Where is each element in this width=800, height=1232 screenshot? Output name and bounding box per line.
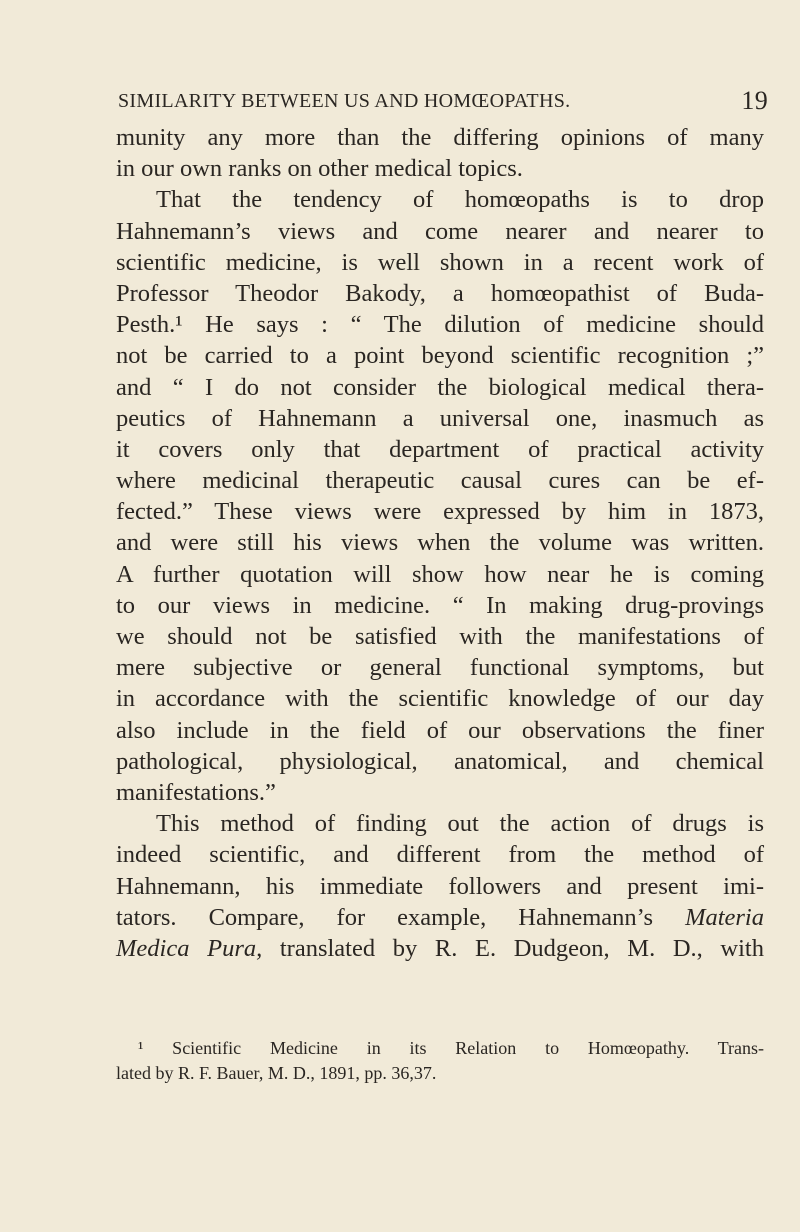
text-line	[116, 372, 764, 403]
text-line	[116, 153, 764, 184]
footnotes	[116, 1036, 764, 1086]
text-line	[116, 184, 764, 215]
text-segment: to our views in medicine. “ In making drug-provings	[116, 591, 764, 619]
text-segment: not be carried to a point beyond scientific recognition ;”	[116, 342, 764, 370]
text-segment: also include in the field of our observations the finer	[116, 716, 764, 744]
text-segment: and “ I do not consider the biological medical thera-	[116, 373, 764, 401]
text-line	[116, 465, 764, 496]
text-segment: munity any more than the differing opinions of many	[116, 124, 764, 151]
text-segment: in our own ranks on other medical topics.	[116, 155, 523, 183]
text-segment: Professor Theodor Bakody, a homœopathist of Buda-	[116, 279, 764, 307]
footnote-line: ¹ Scientific Medicine in its Relation to Homœopathy. Trans-	[138, 1038, 764, 1058]
text-line	[116, 621, 764, 652]
text-segment: peutics of Hahnemann a universal one, inasmuch as	[116, 404, 764, 432]
text-segment: mere subjective or general functional symptoms, but	[116, 654, 764, 682]
text-line	[116, 746, 764, 777]
text-segment: scientific medicine, is well shown in a recent work of	[116, 248, 764, 276]
text-segment: This method of finding out the action of drugs is	[156, 810, 764, 838]
text-segment: indeed scientific, and different from the method of	[116, 841, 764, 869]
text-segment: Hahnemann’s views and come nearer and nearer to	[116, 217, 764, 245]
text-line	[116, 777, 764, 808]
text-segment: where medicinal therapeutic causal cures can be ef-	[116, 467, 764, 495]
text-segment: That the tendency of homœopaths is to drop	[156, 186, 764, 214]
text-line	[116, 652, 764, 683]
text-line	[116, 871, 764, 902]
text-line	[116, 122, 764, 153]
text-line	[116, 434, 764, 465]
text-line	[116, 590, 764, 621]
text-segment: Hahnemann, his immediate followers and present imi-	[116, 872, 764, 900]
text-line	[116, 309, 764, 340]
text-segment: we should not be satisfied with the manifestations of	[116, 623, 764, 650]
text-segment: it covers only that department of practical activity	[116, 435, 764, 463]
text-line	[116, 559, 764, 590]
text-line	[116, 808, 764, 839]
text-segment: and were still his views when the volume was written.	[116, 529, 764, 557]
text-line	[116, 902, 764, 933]
text-segment: translated by R. E. Dudgeon, M. D., with	[262, 934, 764, 962]
text-segment: A further quotation will show how near he is coming	[116, 560, 764, 588]
text-segment: tators. Compare, for example, Hahnemann’s	[116, 903, 686, 931]
running-title: SIMILARITY BETWEEN US AND HOMŒOPATHS.	[118, 90, 571, 112]
text-segment: in accordance with the scientific knowledge of our day	[116, 685, 764, 713]
page-number: 19	[741, 86, 768, 115]
text-segment: fected.” These views were expressed by him in 1873,	[116, 498, 764, 526]
italic-title: Materia	[685, 903, 764, 931]
text-line	[116, 247, 764, 278]
body-text	[116, 122, 764, 964]
text-segment: Pesth.¹ He says : “ The dilution of medicine should	[116, 311, 764, 339]
text-segment: manifestations.”	[116, 778, 276, 806]
text-line	[116, 839, 764, 870]
footnote-line: lated by R. F. Bauer, M. D., 1891, pp. 36,37.	[116, 1063, 437, 1083]
text-line	[116, 278, 764, 309]
text-segment: pathological, physiological, anatomical, and chemical	[116, 747, 764, 775]
text-line	[116, 527, 764, 558]
text-line	[116, 340, 764, 371]
text-line	[116, 715, 764, 746]
text-line	[116, 933, 764, 964]
text-line	[116, 216, 764, 247]
text-line	[116, 403, 764, 434]
text-line	[116, 683, 764, 714]
italic-title: Medica Pura,	[116, 934, 263, 962]
text-line	[116, 496, 764, 527]
